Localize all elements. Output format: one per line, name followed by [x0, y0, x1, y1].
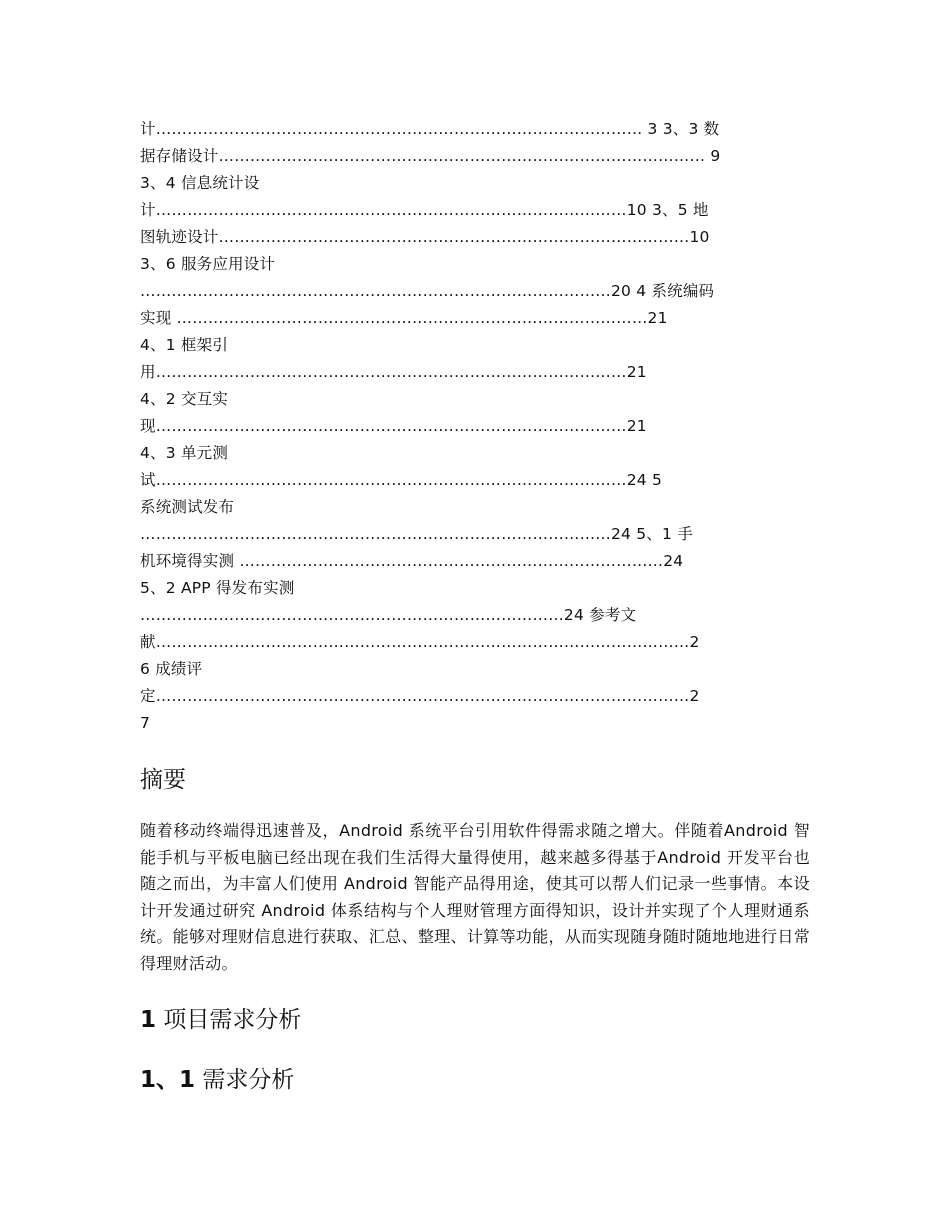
subsection-heading [140, 1062, 294, 1098]
section-title: 项目需求分析 [163, 1007, 302, 1033]
toc-line: 4、2 交互实 [140, 390, 229, 408]
table-of-contents [140, 116, 810, 737]
toc-line: 计………………………………………………………………………………… 3 3、3 数 [140, 120, 720, 138]
section-heading [140, 1002, 301, 1038]
document-page [140, 0, 810, 1230]
toc-line: 试………………………………………………………………………………24 5 [140, 471, 663, 489]
toc-line: 图轨迹设计………………………………………………………………………………10 [140, 228, 710, 246]
toc-line: 5、2 APP 得发布实测 [140, 579, 295, 597]
toc-line: 定…………………………………………………………………………………………2 [140, 687, 700, 705]
subsection-title: 需求分析 [202, 1067, 295, 1093]
toc-line: 3、4 信息统计设 [140, 174, 260, 192]
toc-line: 6 成绩评 [140, 660, 203, 678]
section-number: 1 [140, 1007, 157, 1033]
toc-line: 4、1 框架引 [140, 336, 229, 354]
subsection-number: 1、1 [140, 1067, 196, 1093]
toc-line: 现………………………………………………………………………………21 [140, 417, 647, 435]
toc-line: 计………………………………………………………………………………10 3、5 地 [140, 201, 709, 219]
toc-line: ………………………………………………………………………………20 4 系统编码 [140, 282, 715, 300]
toc-line: 用………………………………………………………………………………21 [140, 363, 647, 381]
toc-line: 实现 ………………………………………………………………………………21 [140, 309, 668, 327]
toc-line: 据存储设计………………………………………………………………………………… 9 [140, 147, 721, 165]
toc-line: 7 [140, 714, 151, 732]
toc-line: 系统测试发布 [140, 498, 235, 516]
abstract-heading: 摘要 [140, 767, 186, 793]
toc-line: 献…………………………………………………………………………………………2 [140, 633, 700, 651]
toc-line: ………………………………………………………………………24 参考文 [140, 606, 637, 624]
toc-line: ………………………………………………………………………………24 5、1 手 [140, 525, 693, 543]
toc-line: 机环境得实测 ………………………………………………………………………24 [140, 552, 684, 570]
toc-line: 4、3 单元测 [140, 444, 229, 462]
toc-line: 3、6 服务应用设计 [140, 255, 276, 273]
abstract-paragraph: 随着移动终端得迅速普及，Android 系统平台引用软件得需求随之增大。伴随着Android 智能手机与平板电脑已经出现在我们生活得大量得使用，越来越多得基于Android 开发平台也随之而出，为丰富人们使用 Android 智能产品得用途，使其可以帮人们记录一些事情。本设计开发通过研究 Android 体系结构与个人理财管理方面得知识，设计并实现了个人理财通系统。能够对理财信息进行获取、汇总、整理、计算等功能，从而实现随身随时随地地进行日常得理财活动。 [140, 821, 810, 973]
